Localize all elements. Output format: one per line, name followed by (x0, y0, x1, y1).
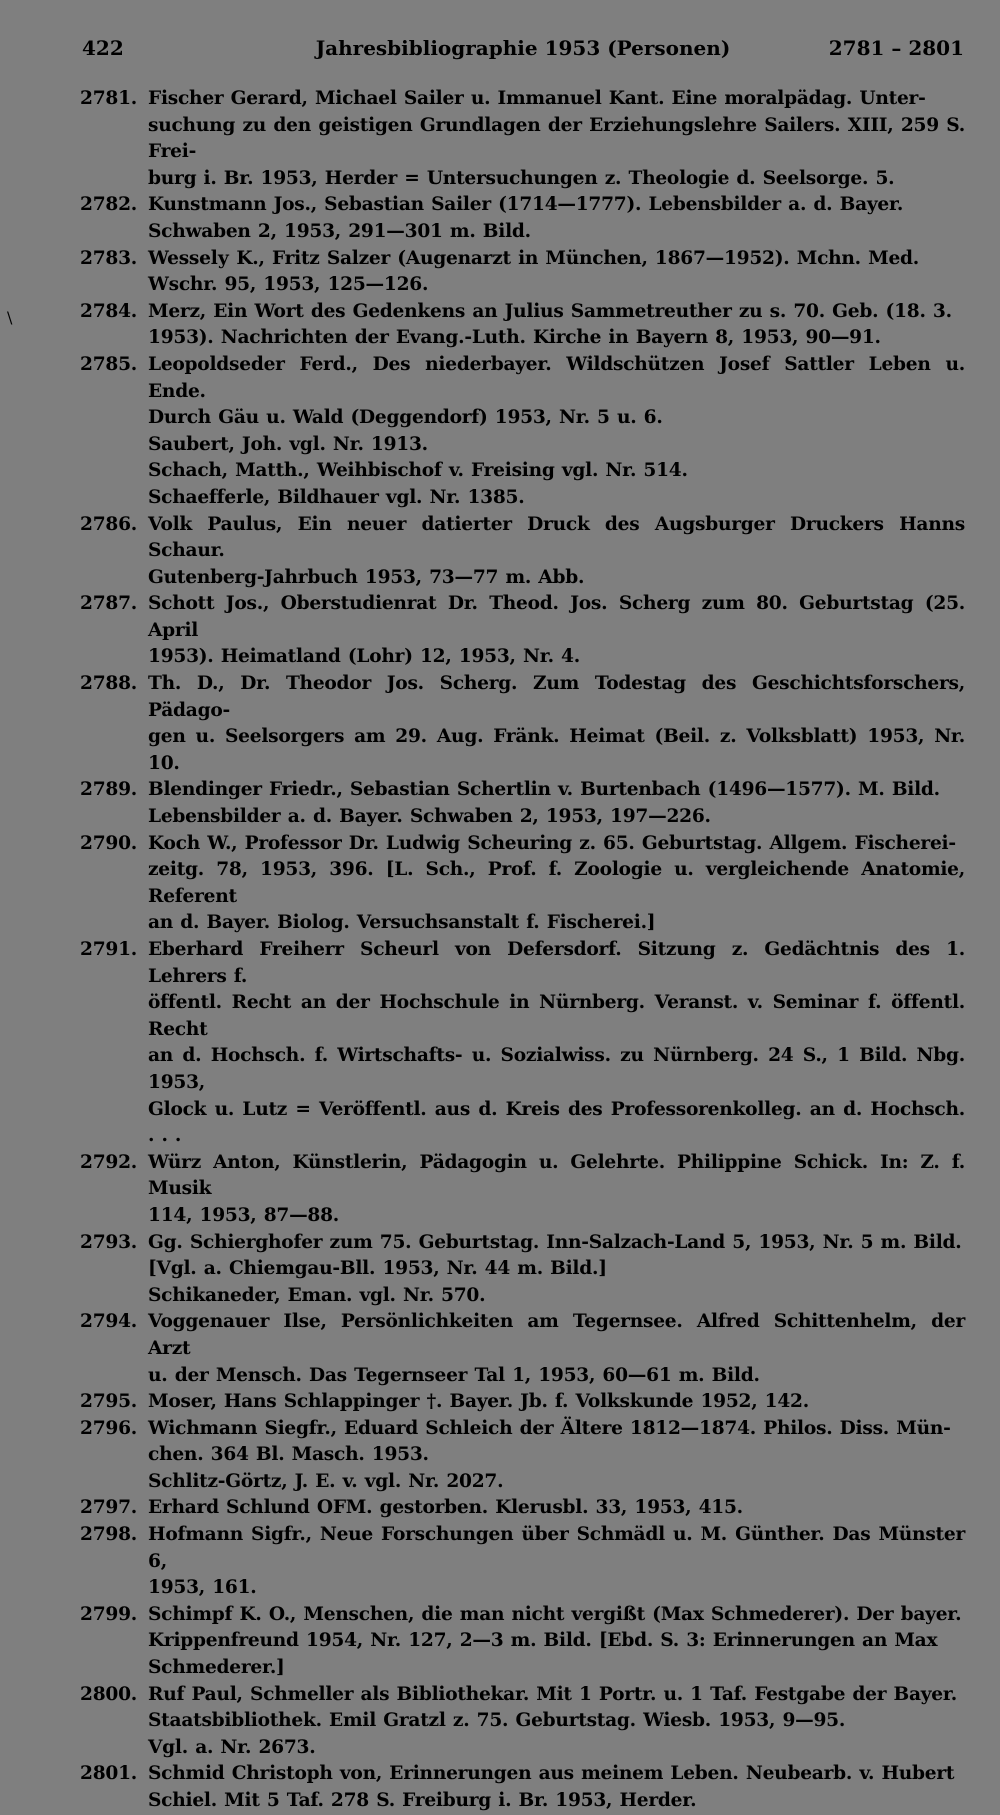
entry-line: Glock u. Lutz = Veröffentl. aus d. Kreis des Professorenkolleg. an d. Hochsch. . . . (148, 1098, 965, 1147)
entry-number: 2786. (80, 513, 137, 535)
entry-line: Lebensbilder a. d. Bayer. Schwaben 2, 1953, 197—226. (148, 806, 711, 828)
entry-line: 1953). Heimatland (Lohr) 12, 1953, Nr. 4. (148, 646, 580, 668)
entry-number: 2800. (80, 1683, 137, 1705)
entry-line: Leopoldseder Ferd., Des niederbayer. Wildschützen Josef Sattler Leben u. Ende. (148, 353, 965, 402)
bibliography-entry (80, 86, 965, 192)
bibliography-entry (80, 777, 965, 830)
bibliography-entry (80, 1309, 965, 1389)
page-header (82, 36, 964, 62)
entry-number: 2790. (80, 832, 137, 854)
entry-number: 2795. (80, 1391, 137, 1413)
entry-line: burg i. Br. 1953, Herder = Untersuchungen z. Theologie d. Seelsorge. 5. (148, 167, 895, 189)
entry-number: 2791. (80, 939, 137, 960)
bibliography-entry (80, 1389, 965, 1416)
entry-line: öffentl. Recht an der Hochschule in Nürnberg. Veranst. v. Seminar f. öffentl. Recht (148, 992, 965, 1040)
entry-line: Gg. Schierghofer zum 75. Geburtstag. Inn-Salzach-Land 5, 1953, Nr. 5 m. Bild. (148, 1231, 962, 1253)
page-number: 422 (82, 36, 124, 60)
bibliography-entry (80, 1495, 965, 1522)
entry-line: Schmederer.] (148, 1657, 285, 1679)
entry-number: 2794. (80, 1311, 137, 1333)
entry-line: an d. Bayer. Biolog. Versuchsanstalt f. Fischerei.] (148, 912, 656, 934)
entry-line: Vgl. a. Nr. 2673. (148, 1736, 316, 1758)
entry-number: 2801. (80, 1763, 137, 1785)
entry-line: 1953). Nachrichten der Evang.-Luth. Kirche in Bayern 8, 1953, 90—91. (148, 327, 881, 349)
bibliography-entry (80, 352, 965, 512)
entry-line: Durch Gäu u. Wald (Deggendorf) 1953, Nr. 5 u. 6. (148, 407, 663, 429)
entry-line: [Vgl. a. Chiemgau-Bll. 1953, Nr. 44 m. Bild.] (148, 1258, 607, 1280)
bibliography-entry (80, 512, 965, 592)
entry-line: 114, 1953, 87—88. (148, 1204, 340, 1226)
entry-number: 2783. (80, 247, 137, 269)
margin-mark: \ (7, 308, 13, 327)
bibliography-entry (80, 246, 965, 299)
bibliography-entry (80, 937, 965, 1150)
bibliography-entry (80, 1682, 965, 1762)
entry-number: 2785. (80, 353, 137, 375)
running-title: Jahresbibliographie 1953 (Personen) (315, 36, 731, 60)
entry-line: u. der Mensch. Das Tegernseer Tal 1, 1953, 60—61 m. Bild. (148, 1364, 760, 1386)
entry-line: Schach, Matth., Weihbischof v. Freising vgl. Nr. 514. (148, 460, 688, 482)
entry-line: Volk Paulus, Ein neuer datierter Druck des Augsburger Druckers Hanns Schaur. (148, 513, 965, 562)
entry-line: 1953, 161. (148, 1577, 257, 1599)
entry-number: 2782. (80, 194, 137, 216)
bibliography-entry (80, 831, 965, 937)
entry-line: Staatsbibliothek. Emil Gratzl z. 75. Geburtstag. Wiesb. 1953, 9—95. (148, 1710, 846, 1732)
entry-line: Fischer Gerard, Michael Sailer u. Immanuel Kant. Eine moralpädag. Unter- (148, 88, 926, 109)
bibliography-entry (80, 1416, 965, 1496)
entry-number: 2792. (80, 1151, 137, 1173)
entry-list (80, 86, 965, 1815)
bibliography-entry (80, 591, 965, 671)
entry-line: Schwaben 2, 1953, 291—301 m. Bild. (148, 220, 531, 242)
entry-number: 2781. (80, 88, 137, 109)
bibliography-entry (80, 671, 965, 777)
bibliography-entry (80, 299, 965, 352)
entry-line: Th. D., Dr. Theodor Jos. Scherg. Zum Todestag des Geschichtsforschers, Pädago- (148, 673, 965, 721)
entry-line: Koch W., Professor Dr. Ludwig Scheuring z. 65. Geburtstag. Allgem. Fischerei- (148, 832, 956, 854)
entry-range: 2781 – 2801 (828, 36, 964, 60)
entry-line: suchung zu den geistigen Grundlagen der Erziehungslehre Sailers. XIII, 259 S. Frei- (148, 114, 965, 163)
bibliography-entry (80, 1761, 965, 1814)
entry-line: Eberhard Freiherr Scheurl von Defersdorf. Sitzung z. Gedächtnis des 1. Lehrers f. (148, 939, 965, 987)
entry-line: Schikaneder, Eman. vgl. Nr. 570. (148, 1284, 486, 1306)
entry-line: Schlitz-Görtz, J. E. v. vgl. Nr. 2027. (148, 1470, 504, 1492)
entry-line: Ruf Paul, Schmeller als Bibliothekar. Mit 1 Portr. u. 1 Taf. Festgabe der Bayer. (148, 1683, 957, 1705)
entry-number: 2797. (80, 1497, 137, 1519)
bibliography-entry (80, 192, 965, 245)
entry-line: an d. Hochsch. f. Wirtschafts- u. Sozialwiss. zu Nürnberg. 24 S., 1 Bild. Nbg. 1953, (148, 1045, 965, 1093)
entry-number: 2798. (80, 1524, 137, 1546)
bibliography-entry (80, 1150, 965, 1230)
entry-line: Saubert, Joh. vgl. Nr. 1913. (148, 433, 428, 455)
entry-line: Gutenberg-Jahrbuch 1953, 73—77 m. Abb. (148, 566, 585, 588)
entry-line: Schiel. Mit 5 Taf. 278 S. Freiburg i. Br. 1953, Herder. (148, 1790, 697, 1811)
entry-line: zeitg. 78, 1953, 396. [L. Sch., Prof. f. Zoologie u. vergleichende Anatomie, Referent (148, 859, 965, 907)
entry-line: Erhard Schlund OFM. gestorben. Klerusbl. 33, 1953, 415. (148, 1497, 743, 1519)
entry-line: Voggenauer Ilse, Persönlichkeiten am Tegernsee. Alfred Schittenhelm, der Arzt (148, 1311, 965, 1359)
entry-line: Wschr. 95, 1953, 125—126. (148, 274, 429, 296)
entry-line: chen. 364 Bl. Masch. 1953. (148, 1444, 429, 1466)
entry-line: Schaefferle, Bildhauer vgl. Nr. 1385. (148, 486, 525, 508)
entry-line: Würz Anton, Künstlerin, Pädagogin u. Gelehrte. Philippine Schick. In: Z. f. Musik (148, 1151, 965, 1200)
entry-line: Merz, Ein Wort des Gedenkens an Julius Sammetreuther zu s. 70. Geb. (18. 3. (148, 300, 952, 322)
bibliography-entry (80, 1522, 965, 1602)
bibliography-entry (80, 1602, 965, 1682)
entry-line: Wesselу K., Fritz Salzer (Augenarzt in München, 1867—1952). Mchn. Med. (148, 247, 920, 269)
entry-number: 2784. (80, 300, 137, 322)
entry-line: Hofmann Sigfr., Neue Forschungen über Schmädl u. M. Günther. Das Münster 6, (148, 1524, 965, 1572)
entry-line: Schmid Christoph von, Erinnerungen aus meinem Leben. Neubearb. v. Hubert (148, 1763, 955, 1785)
entry-number: 2789. (80, 779, 137, 801)
entry-line: Krippenfreund 1954, Nr. 127, 2—3 m. Bild. [Ebd. S. 3: Erinnerungen an Max (148, 1630, 938, 1652)
entry-line: Moser, Hans Schlappinger †. Bayer. Jb. f. Volkskunde 1952, 142. (148, 1391, 809, 1413)
entry-line: Blendinger Friedr., Sebastian Schertlin v. Burtenbach (1496—1577). M. Bild. (148, 779, 940, 801)
entry-line: Schimpf K. O., Menschen, die man nicht vergißt (Max Schmederer). Der bayer. (148, 1603, 962, 1625)
entry-number: 2788. (80, 673, 137, 695)
entry-number: 2799. (80, 1603, 137, 1625)
entry-number: 2793. (80, 1231, 137, 1253)
entry-line: Kunstmann Jos., Sebastian Sailer (1714—1777). Lebensbilder a. d. Bayer. (148, 194, 904, 216)
entry-number: 2796. (80, 1417, 137, 1439)
bibliography-entry (80, 1230, 965, 1310)
entry-line: gen u. Seelsorgers am 29. Aug. Fränk. Heimat (Beil. z. Volksblatt) 1953, Nr. 10. (148, 726, 965, 774)
entry-number: 2787. (80, 593, 137, 615)
entry-line: Schott Jos., Oberstudienrat Dr. Theod. Jos. Scherg zum 80. Geburtstag (25. April (148, 593, 965, 641)
entry-line: Wichmann Siegfr., Eduard Schleich der Ältere 1812—1874. Philos. Diss. Mün- (148, 1417, 951, 1439)
